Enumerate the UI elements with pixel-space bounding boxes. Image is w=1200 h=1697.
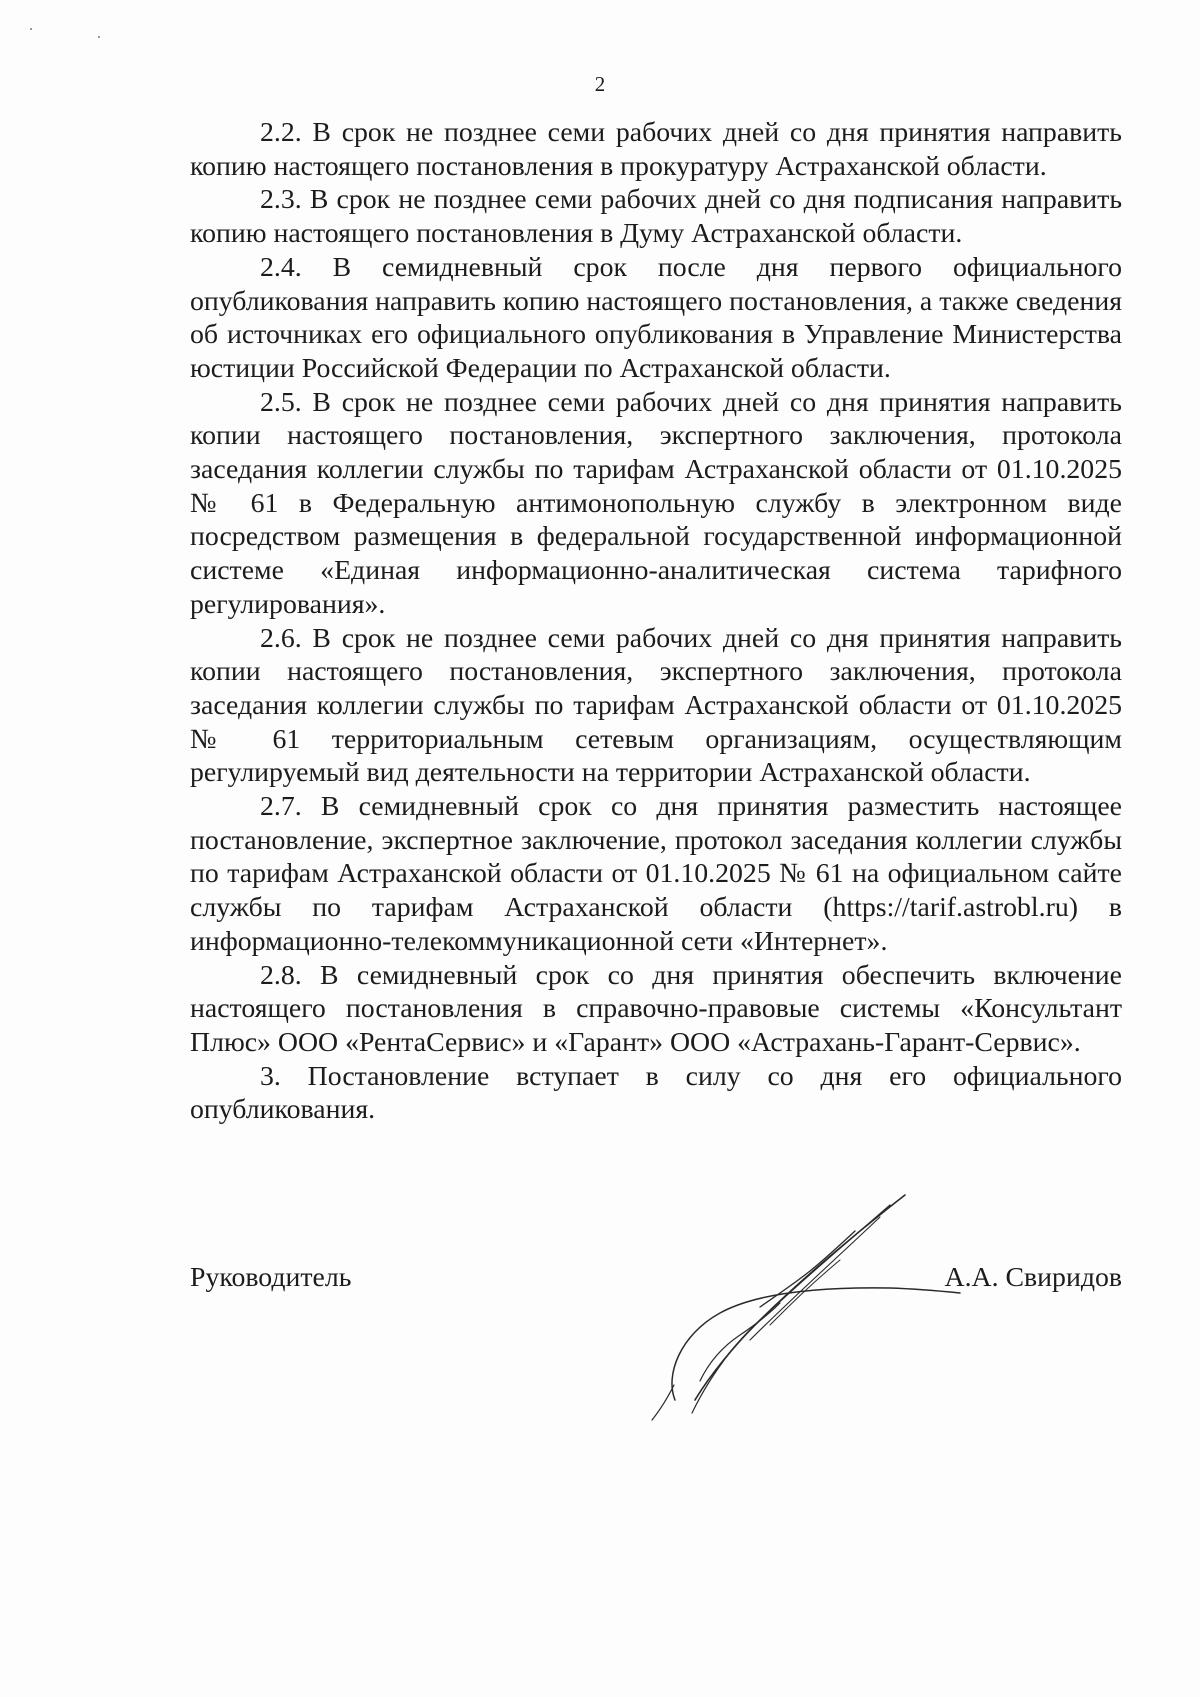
paragraph-2-8: 2.8. В семидневный срок со дня принятия обеспечить включение настоящего постановления в справочно-правовые системы «Консультант Плюс» ООО «РентаСервис» и «Гарант» ООО «Астрахань-Гарант-Сервис». bbox=[190, 959, 1122, 1058]
paragraph-2-3: 2.3. В срок не позднее семи рабочих дней со дня подписания направить копию настоящего постановления в Думу Астраханской области. bbox=[190, 184, 1122, 250]
signer-name: А.А. Свиридов bbox=[944, 1262, 1122, 1293]
handwritten-signature bbox=[640, 1185, 1020, 1425]
scan-speck bbox=[30, 28, 32, 30]
paragraph-3: 3. Постановление вступает в силу со дня его официального опубликования. bbox=[190, 1060, 1122, 1126]
paragraph-2-5: 2.5. В срок не позднее семи рабочих дней со дня принятия направить копии настоящего постановления, экспертного заключения, протокола заседания коллегии службы по тарифам Астраханской области от 01.10.2025 № 61 в Федеральную антимонопольную службу в электронном виде посредством размещения в федеральной государственной информационной системе «Единая информационно-аналитическая система тарифного регулирования». bbox=[190, 386, 1122, 620]
paragraph-2-4: 2.4. В семидневный срок после дня первого официального опубликования направить копию настоящего постановления, а также сведения об источниках его официального опубликования в Управление Министерства юстиции Российской Федерации по Астраханской области. bbox=[190, 251, 1122, 384]
scan-speck bbox=[98, 36, 100, 38]
signer-position: Руководитель bbox=[190, 1262, 352, 1293]
paragraph-2-7: 2.7. В семидневный срок со дня принятия разместить настоящее постановление, экспертное заключение, протокол заседания коллегии службы по тарифам Астраханской области от 01.10.2025 № 61 на официальном сайте службы по тарифам Астраханской области (https://tarif.astrobl.ru) в информационно-телекоммуникационной сети «Интернет». bbox=[190, 791, 1122, 957]
document-body bbox=[190, 116, 1122, 1127]
page-number: 2 bbox=[594, 72, 606, 96]
paragraph-2-6: 2.6. В срок не позднее семи рабочих дней со дня принятия направить копии настоящего постановления, экспертного заключения, протокола заседания коллегии службы по тарифам Астраханской области от 01.10.2025 № 61 территориальным сетевым организациям, осуществляющим регулируемый вид деятельности на территории Астраханской области. bbox=[190, 622, 1122, 789]
paragraph-2-2: 2.2. В срок не позднее семи рабочих дней со дня принятия направить копию настоящего постановления в прокуратуру Астраханской области. bbox=[190, 117, 1122, 182]
